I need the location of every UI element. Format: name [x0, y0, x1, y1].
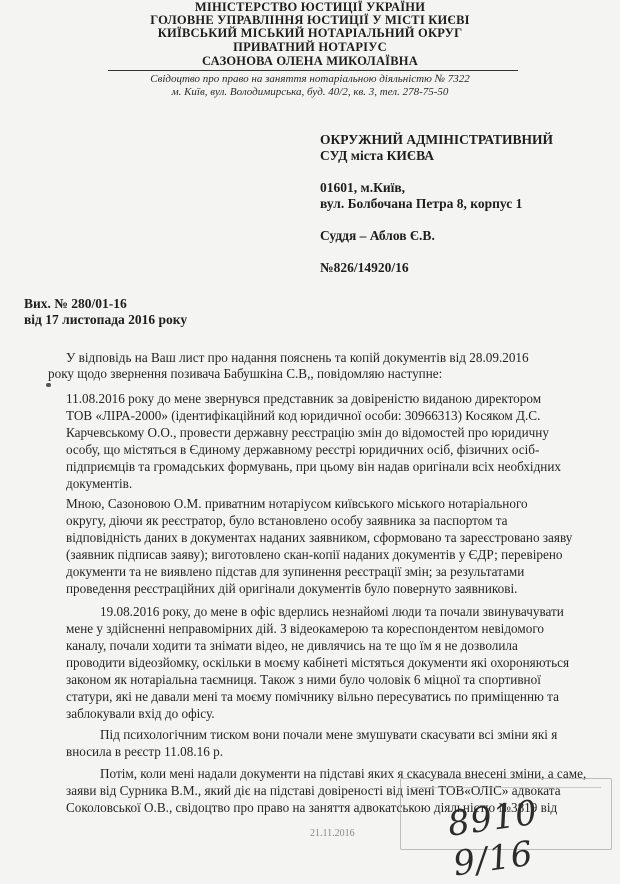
scan-mark [46, 383, 51, 387]
body-line: 19.08.2016 року, до мене в офіс вдерлись незнайомі люди та почали звинувачувати [100, 604, 564, 619]
body-line: 11.08.2016 року до мене звернувся представник за довіреністю виданою директором [66, 391, 542, 406]
header-ministry: МІНІСТЕРСТВО ЮСТИЦІЇ УКРАЇНИ [194, 0, 426, 14]
body-line: статури, які не давали мені та моєму помічнику вільно пересуватись по приміщенню та [66, 689, 559, 704]
body-line: Карчевському О.О., провести державну реєстрацію змін до відомостей про юридичну [66, 425, 549, 440]
body-line: проводити відеозйомку, оскільки в моєму кабінеті містяться документи які охороняються [66, 655, 570, 670]
body-line: заяви від Сурника В.М., який діє на підставі довіреності від імені ТОВ«ОЛІС» адвоката [66, 783, 561, 798]
body-line: округу, діючи як реєстратор, було встановлено особу заявника за паспортом та [66, 513, 508, 528]
body-line: мене у здійсненні неправомірних дій. З відеокамерою та кореспондентом невідомого [66, 621, 545, 636]
body-line: законом як нотаріальна таємниця. Також з ними було чоловік 6 міцної та спортивної [66, 672, 541, 687]
body-line: ТОВ «ЛІРА-2000» (ідентифікаційний код юридичної особи: 30966313) Косяком Д.С. [66, 408, 541, 423]
body-line: вносила в реєстр 11.08.16 р. [66, 744, 224, 759]
body-line: каналу, почали ходити та знімати відео, не дивлячись на те що їм я не дозволила [66, 638, 518, 653]
header-divider [108, 70, 518, 71]
handwritten-registration-number: 8910 9/16 [445, 792, 541, 884]
body-line: проведення реєстраційних дій оригінали документів було повернуто заявникові. [66, 581, 518, 596]
body-line: особу, що містяться в Єдиному державному реєстрі юридичних осіб, фізичних осіб- [66, 442, 540, 457]
recipient-court-line1: ОКРУЖНИЙ АДМІНІСТРАТИВНИЙ [320, 132, 553, 147]
body-line: підприємців та громадських формувань, при цьому він надав оригінали всіх необхідних [66, 459, 562, 474]
body-line: Потім, коли мені надали документи на підставі яких я скасувала внесені зміни, а саме, [100, 766, 587, 781]
recipient-court-line2: СУД міста КИЄВА [320, 148, 434, 163]
body-line: відповідність даних в документах наданих заявником, сформовано та зареєстровано заяву [66, 530, 573, 545]
outgoing-date: від 17 листопада 2016 року [24, 312, 188, 327]
body-line: Мною, Сазоновою О.М. приватним нотаріусом київського міського нотаріального [66, 496, 528, 511]
outgoing-number: Вих. № 280/01-16 [24, 296, 127, 311]
header-district: КИЇВСЬКИЙ МІСЬКИЙ НОТАРІАЛЬНИЙ ОКРУГ [157, 26, 463, 40]
body-line: документи та не виявлено підстав для зупинення реєстрації змін; за результатами [66, 564, 525, 579]
header-notary-title: ПРИВАТНИЙ НОТАРІУС [233, 40, 387, 54]
header-address: м. Київ, вул. Володимирська, буд. 40/2, кв. 3, тел. 278-75-50 [171, 86, 449, 98]
recipient-postcode: 01601, м.Київ, [320, 180, 406, 195]
header-notary-name: САЗОНОВА ОЛЕНА МИКОЛАЇВНА [202, 54, 418, 68]
body-line: У відповідь на Ваш лист про надання пояснень та копій документів від 28.09.2016 [66, 350, 529, 365]
body-line: року щодо звернення позивача Бабушкіна С.В,, повідомляю наступне: [48, 366, 443, 381]
recipient-case-number: №826/14920/16 [320, 260, 409, 275]
header-certificate: Свідоцтво про право на заняття нотаріальною діяльністю № 7322 [150, 73, 470, 85]
recipient-street: вул. Болбочана Петра 8, корпус 1 [320, 196, 523, 211]
recipient-judge: Суддя – Аблов Є.В. [320, 228, 435, 243]
body-line: документів. [66, 476, 133, 491]
header-department: ГОЛОВНЕ УПРАВЛІННЯ ЮСТИЦІЇ У МІСТІ КИЄВІ [150, 13, 470, 27]
stamp-date: 21.11.2016 [310, 828, 355, 839]
body-line: заблокували вхід до офісу. [66, 706, 215, 721]
body-line: (заявник підписав заяву); виготовлено скан-копії наданих документів у ЄДР; перевірено [66, 547, 563, 562]
body-line: Під психологічним тиском вони почали мене змушувати скасувати всі зміни які я [100, 727, 558, 742]
body-line: Соколовської О.В., свідоцтво про право на заняття адвокатською діяльністю №3819 від [66, 800, 558, 815]
